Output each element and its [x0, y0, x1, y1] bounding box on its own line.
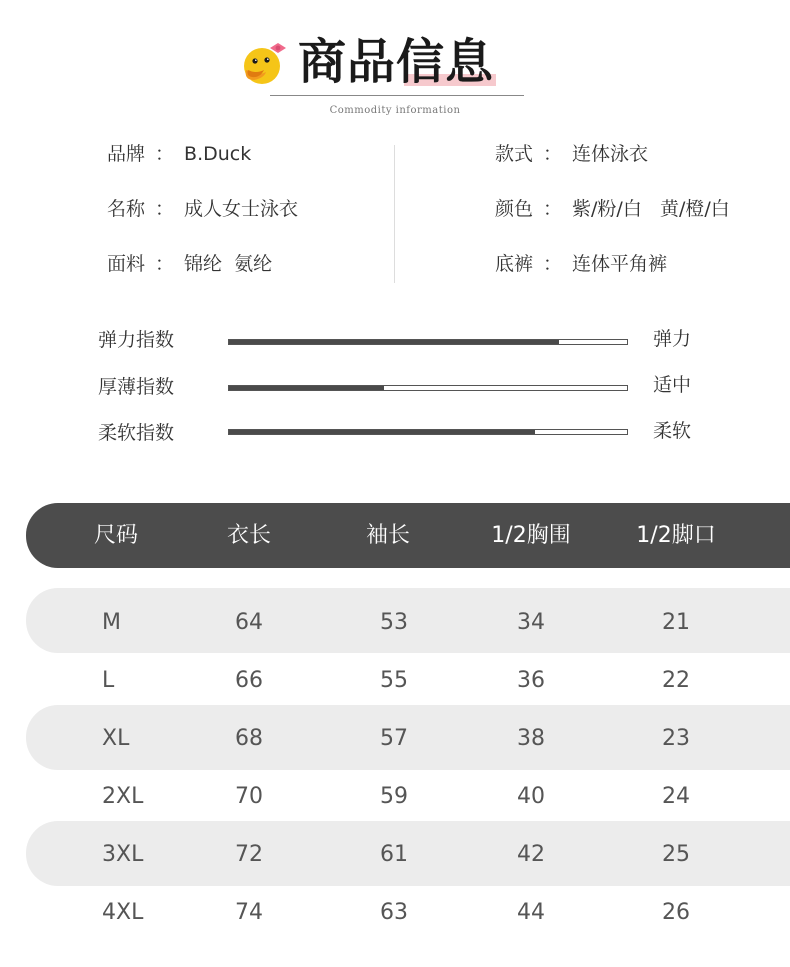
cell-length: 72 — [235, 842, 263, 867]
size-table-header — [26, 503, 790, 568]
attr-value: 连体泳衣 — [572, 143, 649, 165]
cell-chest: 38 — [517, 726, 545, 751]
rating-end-label: 柔软 — [653, 420, 692, 442]
cell-chest: 36 — [517, 668, 545, 693]
rating-bar-fill — [229, 386, 384, 390]
attr-value: 锦纶 氨纶 — [184, 253, 273, 275]
attr-value: 连体平角裤 — [572, 253, 668, 275]
cell-hem: 26 — [662, 900, 690, 925]
attr-separator: ： — [543, 143, 563, 165]
attr-bottom — [495, 252, 667, 276]
rating-bar — [228, 339, 628, 345]
attr-label: 名称 — [107, 198, 146, 220]
cell-chest: 42 — [517, 842, 545, 867]
cell-size: 3XL — [102, 842, 144, 867]
cell-size: L — [102, 668, 115, 693]
column-header-sleeve: 袖长 — [365, 523, 410, 548]
rating-bar-fill — [229, 430, 535, 434]
title-divider — [270, 95, 524, 96]
cell-hem: 23 — [662, 726, 690, 751]
page-header — [0, 0, 790, 130]
attr-label: 面料 — [107, 253, 146, 275]
attr-value: B.Duck — [184, 143, 252, 165]
cell-hem: 21 — [662, 610, 690, 635]
rating-end-label: 弹力 — [653, 328, 692, 350]
cell-length: 64 — [235, 610, 263, 635]
column-header-size: 尺码 — [93, 523, 138, 548]
cell-chest: 34 — [517, 610, 545, 635]
page-subtitle: Commodity information — [329, 105, 461, 116]
rating-label: 弹力指数 — [98, 329, 175, 351]
cell-size: 4XL — [102, 900, 144, 925]
cell-length: 68 — [235, 726, 263, 751]
rating-bar — [228, 385, 628, 391]
cell-sleeve: 53 — [380, 610, 408, 635]
attr-style — [495, 142, 648, 166]
rating-bar-fill — [229, 340, 559, 344]
duck-mascot-icon — [240, 40, 288, 88]
cell-sleeve: 63 — [380, 900, 408, 925]
attr-label: 底裤 — [495, 253, 534, 275]
rating-bar — [228, 429, 628, 435]
cell-length: 70 — [235, 784, 263, 809]
cell-length: 66 — [235, 668, 263, 693]
attr-label: 款式 — [495, 143, 534, 165]
attr-separator: ： — [543, 253, 563, 275]
attr-label: 品牌 — [107, 143, 146, 165]
cell-sleeve: 57 — [380, 726, 408, 751]
cell-hem: 25 — [662, 842, 690, 867]
cell-length: 74 — [235, 900, 263, 925]
attr-value: 紫/粉/白 黄/橙/白 — [572, 198, 730, 220]
cell-hem: 24 — [662, 784, 690, 809]
column-header-chest: 1/2胸围 — [491, 523, 571, 548]
rating-label: 柔软指数 — [98, 422, 175, 444]
attributes-divider — [394, 145, 395, 283]
cell-sleeve: 61 — [380, 842, 408, 867]
attr-separator: ： — [155, 198, 175, 220]
attr-fabric — [107, 252, 272, 276]
column-header-hem: 1/2脚口 — [636, 523, 716, 548]
cell-sleeve: 55 — [380, 668, 408, 693]
cell-size: XL — [102, 726, 130, 751]
cell-chest: 44 — [517, 900, 545, 925]
rating-end-label: 适中 — [653, 374, 692, 396]
cell-size: M — [102, 610, 121, 635]
attr-separator: ： — [155, 253, 175, 275]
attr-value: 成人女士泳衣 — [184, 198, 299, 220]
cell-hem: 22 — [662, 668, 690, 693]
attr-separator: ： — [155, 143, 175, 165]
cell-sleeve: 59 — [380, 784, 408, 809]
attr-separator: ： — [543, 198, 563, 220]
cell-chest: 40 — [517, 784, 545, 809]
attr-label: 颜色 — [495, 198, 534, 220]
column-header-length: 衣长 — [226, 523, 271, 548]
attr-color — [495, 197, 730, 221]
attr-name — [107, 197, 298, 221]
attr-brand — [107, 142, 251, 166]
cell-size: 2XL — [102, 784, 144, 809]
page-title: 商品信息 — [298, 34, 495, 90]
rating-label: 厚薄指数 — [98, 376, 175, 398]
